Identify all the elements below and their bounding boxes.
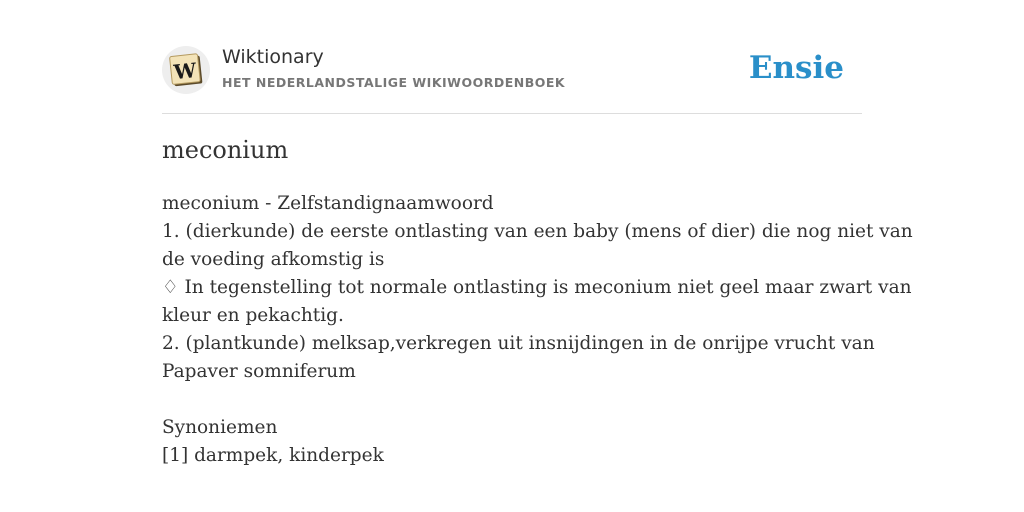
entry-title: meconium <box>162 136 289 164</box>
definition-1-line-2: de voeding afkomstig is <box>162 249 385 270</box>
example-line-2: kleur en pekachtig. <box>162 305 344 326</box>
logo-letter: W <box>172 57 198 85</box>
wiktionary-tile-icon <box>168 52 204 88</box>
synonyms-heading: Synoniemen <box>162 417 278 438</box>
ensie-brand-link[interactable]: Ensie <box>748 50 844 86</box>
entry-heading: meconium - Zelfstandignaamwoord <box>162 193 494 214</box>
entry-content <box>162 190 913 470</box>
definition-2-line-1: 2. (plantkunde) melksap,verkregen uit insnijdingen in de onrijpe vrucht van <box>162 333 875 354</box>
example-line-1: ♢ In tegenstelling tot normale ontlasting is meconium niet geel maar zwart van <box>162 277 912 298</box>
blank-line <box>162 386 862 414</box>
definition-1-line-1: 1. (dierkunde) de eerste ontlasting van een baby (mens of dier) die nog niet van <box>162 221 913 242</box>
wiktionary-logo[interactable] <box>162 46 210 94</box>
synonyms-list: [1] darmpek, kinderpek <box>162 445 384 466</box>
site-header <box>162 46 862 96</box>
site-name[interactable]: Wiktionary <box>222 46 324 68</box>
header-divider <box>162 113 862 114</box>
site-tagline: HET NEDERLANDSTALIGE WIKIWOORDENBOEK <box>222 75 566 90</box>
definition-2-line-2: Papaver somniferum <box>162 361 356 382</box>
